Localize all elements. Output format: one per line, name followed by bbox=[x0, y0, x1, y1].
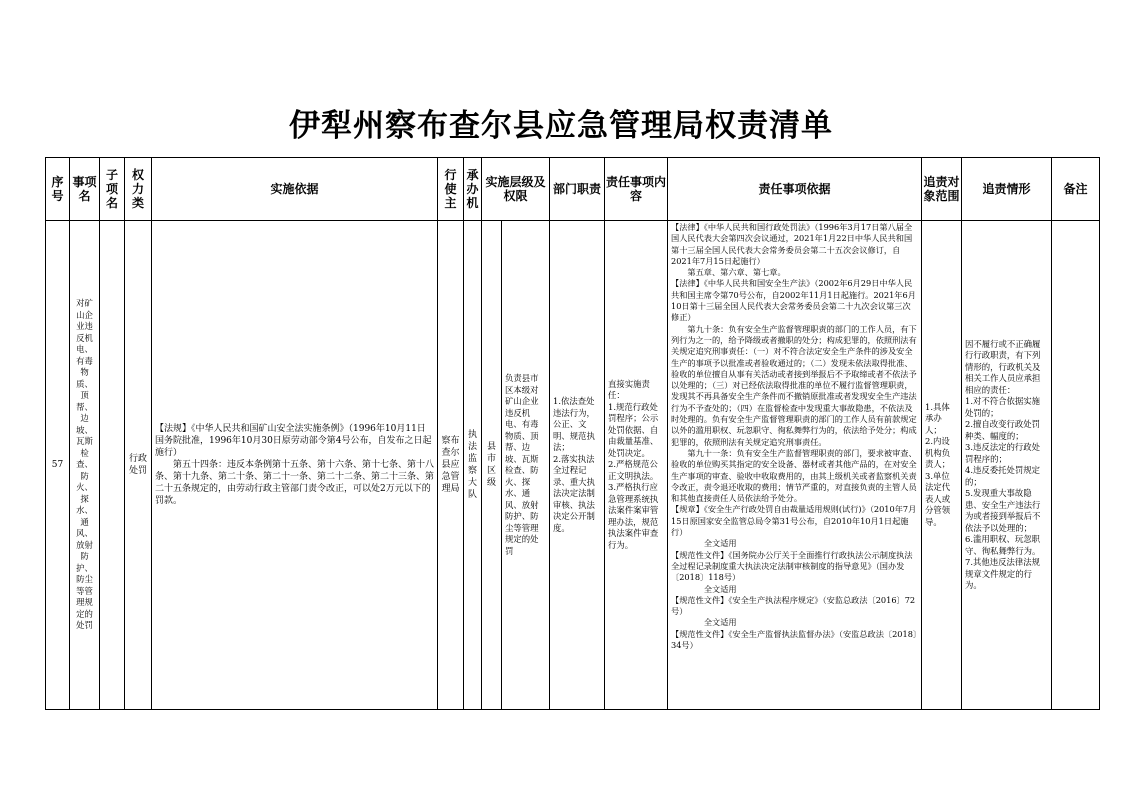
table-row bbox=[46, 221, 1100, 710]
cell-agency: 执法监察大队 bbox=[464, 221, 482, 710]
cell-item: 对矿山企业违反机电、有毒物质、顶帮、边坡、瓦斯检查、防火、探水、通风、放射防护、防尘等管理规定的处罚 bbox=[70, 221, 100, 710]
header-resp-content: 责任事项内容 bbox=[605, 158, 668, 221]
header-subject: 行使主 bbox=[438, 158, 464, 221]
cell-remark bbox=[1052, 221, 1100, 710]
header-item: 事项名 bbox=[70, 158, 100, 221]
header-duty: 部门职责 bbox=[550, 158, 605, 221]
resp-basis-paragraph: 第九十条：负有安全生产监督管理职责的部门的工作人员，有下列行为之一的，给予降级或者撤职的处分；构成犯罪的，依照刑法有关规定追究刑事责任：（一）对不符合法定安全生产条件的涉及安全生产的事项予以批准或者验收通过的；（二）发现未依法取得批准、验收的单位擅自从事有关活动或者接到举报后不予取缔或者不依法予以处理的；（三）对已经依法取得批准的单位不履行监督管理职责，发现其不再具备安全生产条件而不撤销原批准或者发现安全生产违法行为不予查处的；（四）在监督检查中发现重大事故隐患，不依法及时处理的。负有安全生产监督管理职责的部门的工作人员有前款规定以外的滥用职权、玩忽职守、徇私舞弊行为的，依法给予处分；构成犯罪的，依照刑法有关规定追究刑事责任。 bbox=[671, 323, 917, 447]
header-basis: 实施依据 bbox=[152, 158, 438, 221]
header-resp-basis: 责任事项依据 bbox=[668, 158, 922, 221]
cell-situation: 因不履行或不正确履行行政职责，有下列情形的，行政机关及相关工作人员应承担相应的责任： 1.对不符合依据实施处罚的； 2.擅自改变行政处罚种类、幅度的； 3.违反法定的行政处罚程序的； 4.违反委托处罚规定的； 5.发现重大事故隐患、安全生产违法行为或者接到举报后不依法予以处理的； 6.滥用职权、玩忽职守、徇私舞弊行为。 7.其他违反法律法规规章文件规定的行为。 bbox=[962, 221, 1052, 710]
resp-basis-paragraph: 全文适用 bbox=[703, 538, 737, 549]
cell-resp-basis bbox=[668, 221, 922, 710]
cell-scope: 1.具体承办人； 2.内设机构负责人； 3.单位法定代表人或分管领导。 bbox=[922, 221, 962, 710]
header-level: 实施层级及权限 bbox=[482, 158, 550, 221]
header-scope: 追责对象范围 bbox=[922, 158, 962, 221]
cell-level-desc: 负责县市区本级对矿山企业违反机电、有毒物质、顶帮、边坡、瓦斯检查、防火、探水、通风、放射防护、防尘等管理规定的处罚 bbox=[502, 221, 550, 710]
header-remark: 备注 bbox=[1052, 158, 1100, 221]
basis-paragraph: 第五十四条：违反本条例第十五条、第十六条、第十七条、第十八条、第十九条、第二十条、第二十一条、第二十二条、第二十三条、第二十五条规定的，由劳动行政主管部门责令改正，可以处2万元以下的罚款。 bbox=[155, 460, 435, 506]
cell-power-type: 行政处罚 bbox=[125, 221, 152, 710]
resp-basis-paragraph: 【规范性文件】《安全生产监督执法监督办法》（安监总政法〔2018〕34号） bbox=[671, 628, 917, 650]
resp-basis-paragraph: 【规章】《安全生产行政处罚自由裁量适用规则(试行)》（2010年7月15日原国家安全监管总局令第31号公布，自2010年10月1日起施行） bbox=[671, 504, 917, 538]
resp-basis-paragraph: 全文适用 bbox=[703, 583, 737, 594]
responsibility-table bbox=[45, 157, 1100, 710]
cell-seq: 57 bbox=[46, 221, 70, 710]
resp-basis-paragraph: 第九十一条：负有安全生产监督管理职责的部门，要求被审查、验收的单位购买其指定的安全设备、器材或者其他产品的，在对安全生产事项的审查、验收中收取费用的，由其上级机关或者监察机关责令改正，责令退还收取的费用；情节严重的，对直接负责的主管人员和其他直接责任人员依法给予处分。 bbox=[671, 447, 917, 504]
header-row bbox=[46, 158, 1100, 221]
header-power-type: 权力类 bbox=[125, 158, 152, 221]
cell-duty: 1.依法查处违法行为，公正、文明、规范执法； 2.落实执法全过程记录、重大执法决定法制审核、执法决定公开制度。 bbox=[550, 221, 605, 710]
cell-level-name: 县市区级 bbox=[482, 221, 502, 710]
cell-subject: 察布查尔县应急管理局 bbox=[438, 221, 464, 710]
resp-basis-paragraph: 全文适用 bbox=[703, 617, 737, 628]
cell-subitem bbox=[100, 221, 125, 710]
cell-basis bbox=[152, 221, 438, 710]
resp-basis-paragraph: 第五章、第六章、第七章。 bbox=[687, 267, 786, 278]
resp-basis-paragraph: 【规范性文件】《国务院办公厅关于全面推行行政执法公示制度执法全过程记录制度重大执法决定法制审核制度的指导意见》（国办发〔2018〕118号） bbox=[671, 549, 913, 583]
resp-basis-paragraph: 【法律】《中华人民共和国行政处罚法》（1996年3月17日第八届全国人民代表大会第四次会议通过，2021年1月22日中华人民共和国第十三届全国人民代表大会常务委员会第二十五次会议修订，自2021年7月15日起施行） bbox=[671, 222, 913, 266]
header-situation: 追责情形 bbox=[962, 158, 1052, 221]
cell-resp-content: 直接实施责任： 1.规范行政处罚程序；公示处罚依据、自由裁量基准、处罚决定。 2.严格规范公正文明执法。 3.严格执行应急管理系统执法案件案审管理办法，规范执法案件审查行为。 bbox=[605, 221, 668, 710]
header-seq: 序号 bbox=[46, 158, 70, 221]
resp-basis-paragraph: 【规范性文件】《安全生产执法程序规定》（安监总政法〔2016〕72号） bbox=[671, 594, 916, 617]
header-agency: 承办机 bbox=[464, 158, 482, 221]
basis-paragraph: 【法规】《中华人民共和国矿山安全法实施条例》（1996年10月11日国务院批准，1996年10月30日原劳动部令第4号公布，自发布之日起施行） bbox=[155, 424, 432, 458]
page-title: 伊犁州察布查尔县应急管理局权责清单 bbox=[289, 108, 833, 144]
resp-basis-paragraph: 【法律】《中华人民共和国安全生产法》（2002年6月29日中华人民共和国主席令第70号公布，自2002年11月1日起施行。2021年6月10日第十三届全国人民代表大会常务委员会第二十九次会议第三次修正） bbox=[671, 278, 916, 323]
header-subitem: 子项名 bbox=[100, 158, 125, 221]
